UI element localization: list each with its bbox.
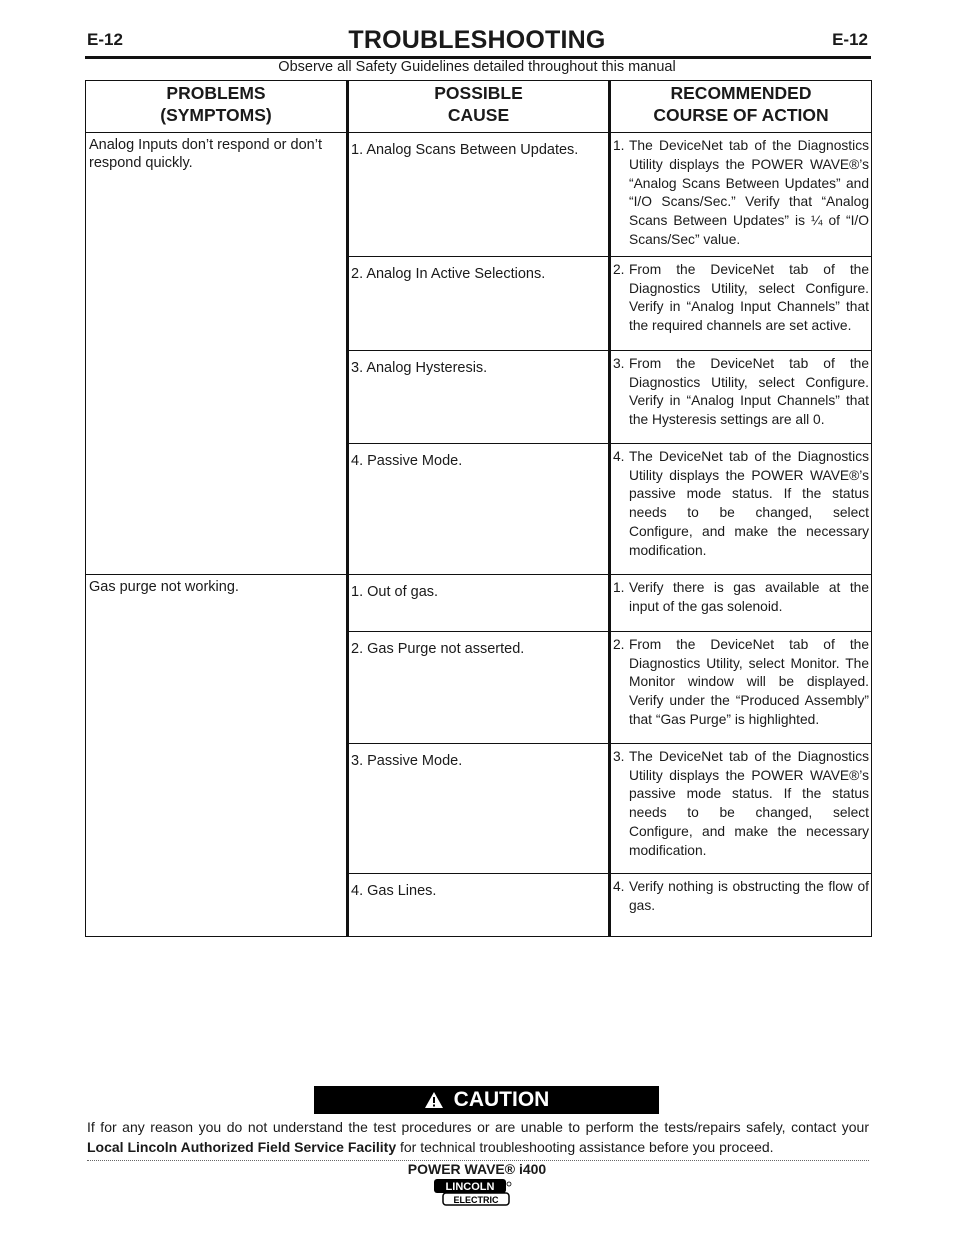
caution-text-bold: Local Lincoln Authorized Field Service Facility xyxy=(87,1139,397,1155)
action-text: Verify there is gas available at the input of the gas solenoid. xyxy=(629,579,869,614)
lincoln-electric-logo xyxy=(433,1178,515,1213)
action-cell xyxy=(610,631,872,743)
caution-banner xyxy=(314,1086,659,1114)
header-problems xyxy=(86,81,348,133)
troubleshooting-table xyxy=(85,80,872,937)
action-cell xyxy=(610,133,872,257)
cause-cell: 4. Gas Lines. xyxy=(348,873,610,936)
action-cell xyxy=(610,574,872,631)
caution-text-part2: for technical troubleshooting assistance before you proceed. xyxy=(400,1139,774,1155)
action-cell xyxy=(610,256,872,350)
table-row xyxy=(86,133,872,257)
caution-label: CAUTION xyxy=(453,1088,550,1111)
action-text: The DeviceNet tab of the Diagnostics Utility displays the POWER WAVE®’s passive mode status. If the status needs to be changed, select Configure, and make the necessary modification. xyxy=(629,748,869,858)
action-text: From the DeviceNet tab of the Diagnostics Utility, select Monitor. The Monitor window will be displayed. Verify under the “Produced Assembly” that “Gas Purge” is highlighted. xyxy=(629,636,869,727)
header-cause-line1: POSSIBLE xyxy=(434,83,523,103)
action-number: 1. xyxy=(613,579,625,595)
cause-cell: 3. Passive Mode. xyxy=(348,743,610,873)
header-problems-line1: PROBLEMS xyxy=(166,83,266,103)
safety-subtitle: Observe all Safety Guidelines detailed throughout this manual xyxy=(278,59,676,75)
action-text: The DeviceNet tab of the Diagnostics Utility displays the POWER WAVE®’s “Analog Scans Between Updates” and “I/O Scans/Sec.” Verify that “Analog Scans Between Updates” is ¼ of “I/O Scans/Sec” value. xyxy=(629,138,869,247)
action-text: Verify nothing is obstructing the flow of gas. xyxy=(629,878,869,913)
logo-top-text: LINCOLN xyxy=(445,1181,495,1193)
action-cell xyxy=(610,743,872,873)
header-problems-line2: (SYMPTOMS) xyxy=(160,105,272,125)
action-number: 3. xyxy=(613,748,625,764)
action-text: From the DeviceNet tab of the Diagnostics Utility, select Configure. Verify in “Analog Input Channels” that the Hysteresis settings are all 0. xyxy=(629,355,869,428)
cause-cell: 2. Gas Purge not asserted. xyxy=(348,631,610,743)
page-code-right: E-12 xyxy=(832,30,868,49)
header-cause-line2: CAUSE xyxy=(447,105,510,125)
cause-cell: 1. Analog Scans Between Updates. xyxy=(348,133,610,257)
caution-text-part1: If for any reason you do not understand the test procedures or are unable to perform the tests/repairs safely, contact your xyxy=(87,1119,869,1135)
page-title: TROUBLESHOOTING xyxy=(348,26,606,54)
header-action xyxy=(610,81,872,133)
cause-cell: 4. Passive Mode. xyxy=(348,443,610,574)
action-number: 2. xyxy=(613,261,625,277)
action-cell xyxy=(610,350,872,443)
cause-cell: 1. Out of gas. xyxy=(348,574,610,631)
header-action-line2: COURSE OF ACTION xyxy=(653,105,829,125)
table-header-row xyxy=(86,81,872,133)
table-row xyxy=(86,574,872,631)
action-text: From the DeviceNet tab of the Diagnostics Utility, select Configure. Verify in “Analog Input Channels” that the required channels are set active. xyxy=(629,261,869,334)
header-action-line1: RECOMMENDED xyxy=(670,83,812,103)
action-number: 2. xyxy=(613,636,625,652)
action-text: The DeviceNet tab of the Diagnostics Utility displays the POWER WAVE®’s passive mode status. If the status needs to be changed, select Configure, and make the necessary modification. xyxy=(629,448,869,558)
caution-text xyxy=(87,1117,869,1157)
model-name: POWER WAVE® i400 xyxy=(407,1161,547,1177)
action-number: 4. xyxy=(613,448,625,464)
cause-cell: 2. Analog In Active Selections. xyxy=(348,256,610,350)
action-number: 4. xyxy=(613,878,625,894)
action-number: 3. xyxy=(613,355,625,371)
cause-cell: 3. Analog Hysteresis. xyxy=(348,350,610,443)
action-cell xyxy=(610,443,872,574)
page-code-left: E-12 xyxy=(87,30,123,49)
action-cell xyxy=(610,873,872,936)
symptom-cell: Analog Inputs don’t respond or don’t respond quickly. xyxy=(86,133,348,575)
symptom-cell: Gas purge not working. xyxy=(86,574,348,936)
logo-bottom-text: ELECTRIC xyxy=(453,1195,499,1205)
header-cause xyxy=(348,81,610,133)
action-number: 1. xyxy=(613,138,625,153)
warning-triangle-icon xyxy=(424,1091,444,1109)
